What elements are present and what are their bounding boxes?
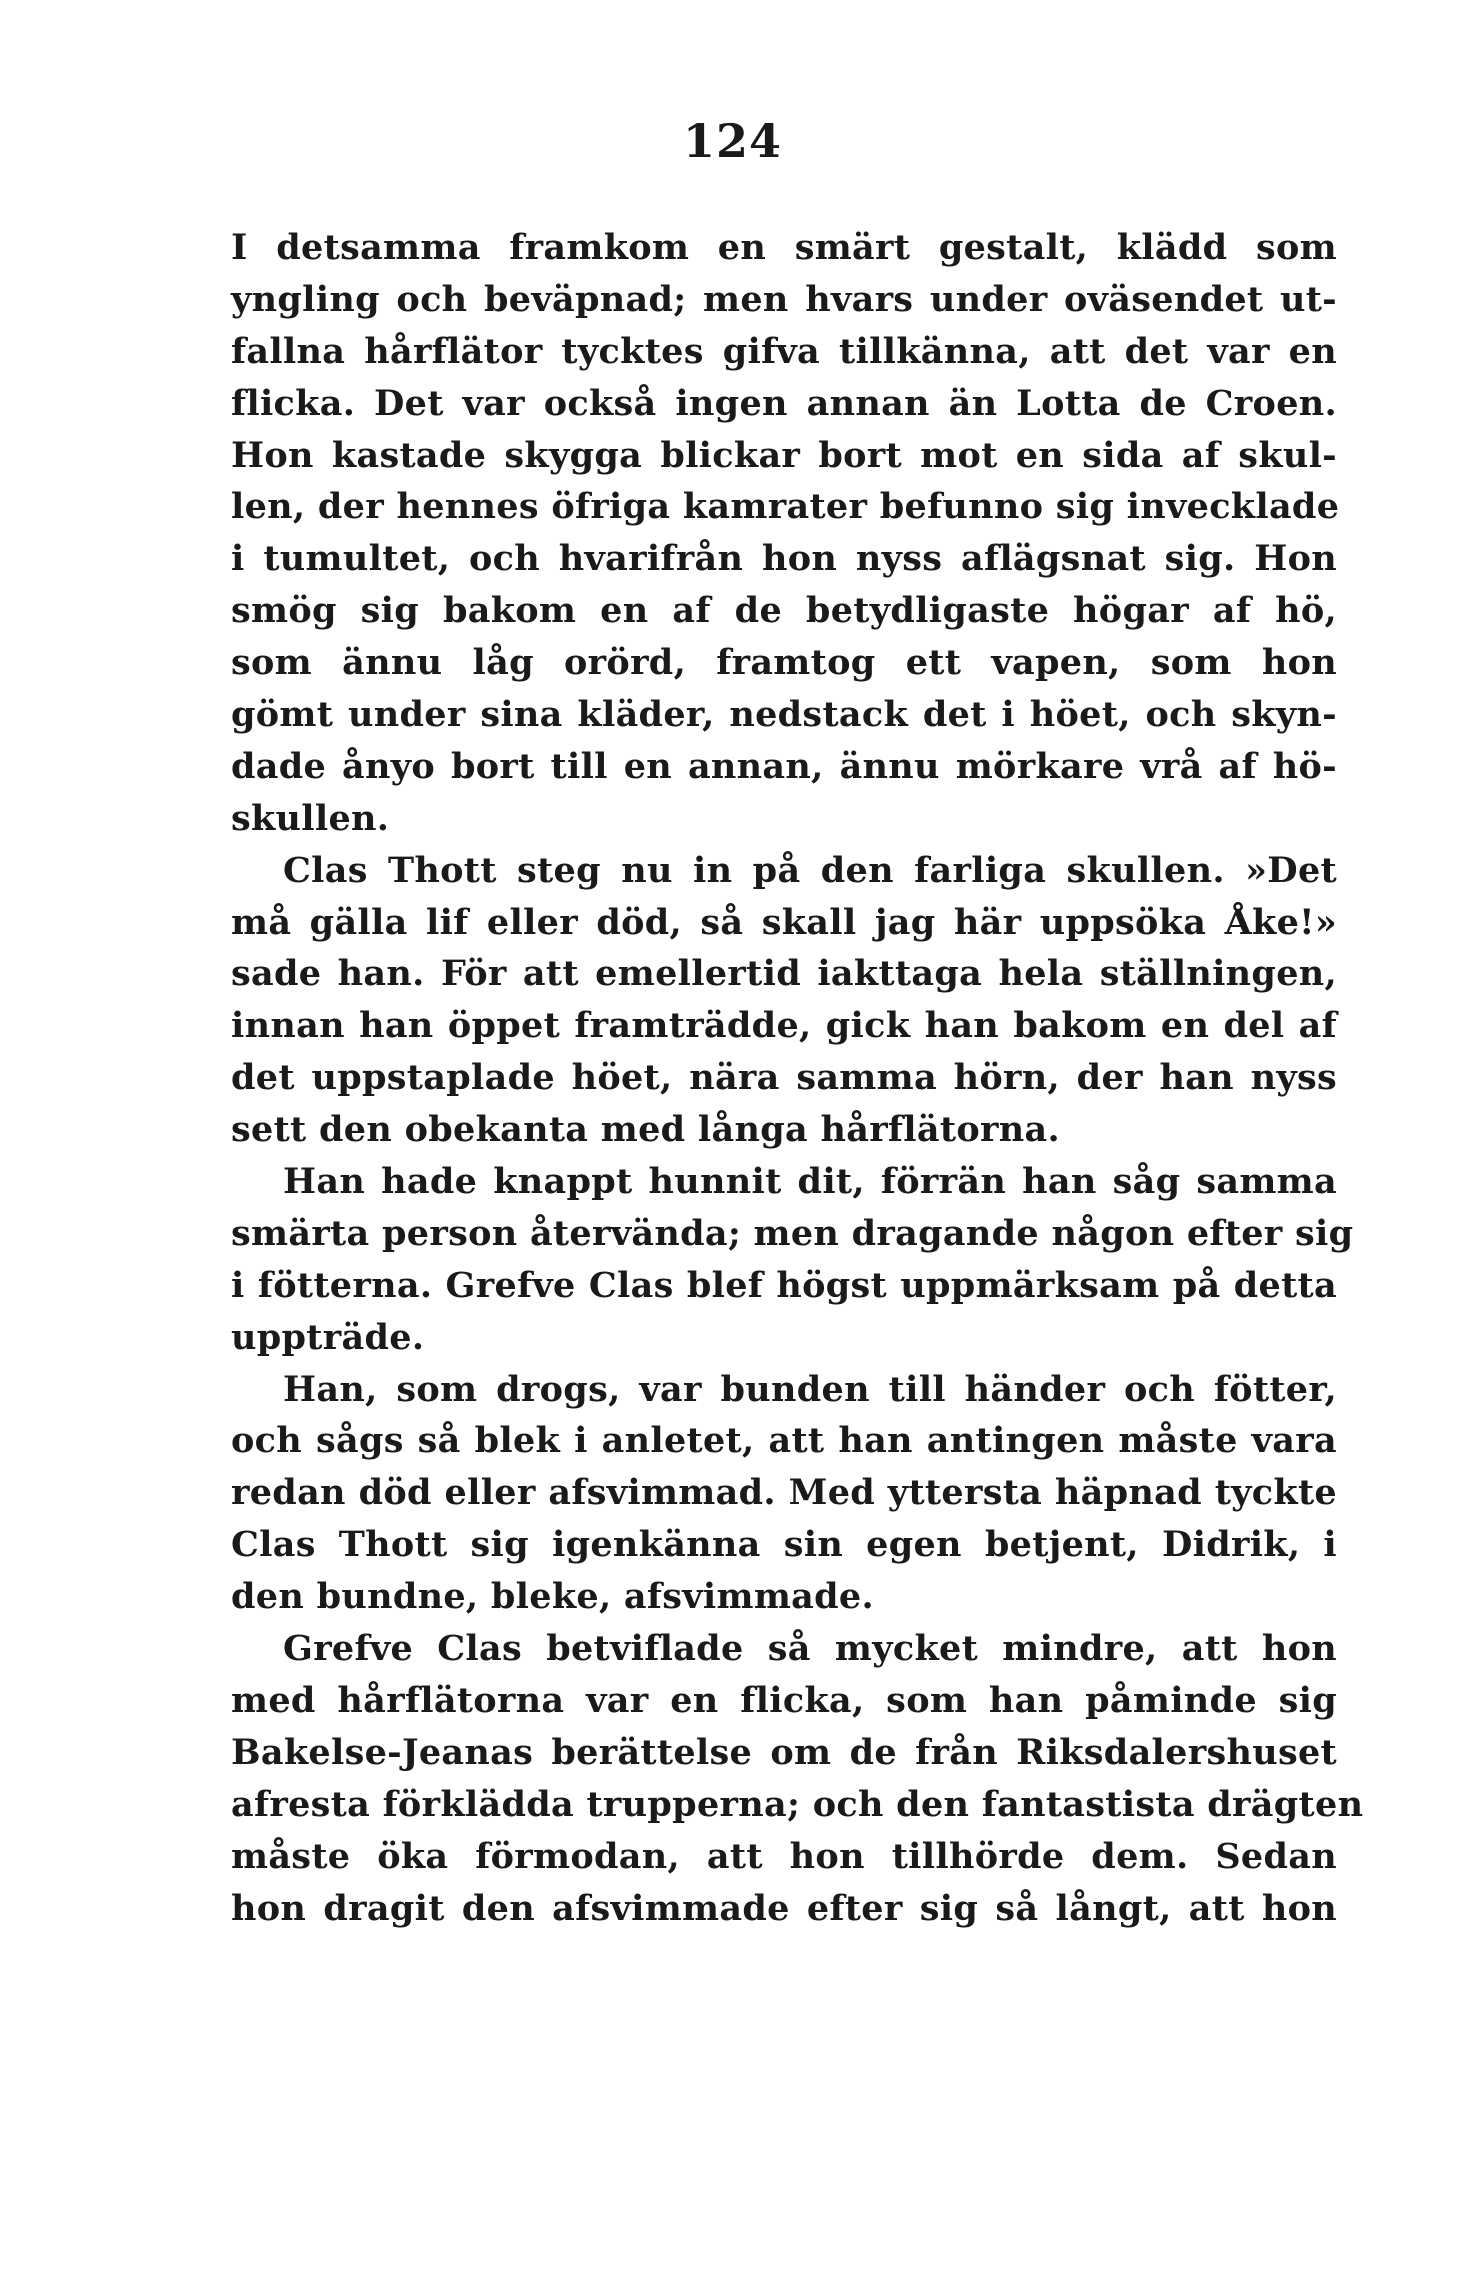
text-line: sade han. För att emellertid iakttaga hela ställningen,: [231, 953, 1337, 995]
text-line: med hårflätorna var en flicka, som han påminde sig: [231, 1679, 1337, 1721]
text-line: i tumultet, och hvarifrån hon nyss aflägsnat sig. Hon: [231, 538, 1337, 580]
text-line: I detsamma framkom en smärt gestalt, klädd som: [231, 227, 1337, 268]
text-line: må gälla lif eller död, så skall jag här uppsöka Åke!»: [231, 901, 1337, 943]
text-line: skullen.: [231, 797, 390, 839]
text-line: uppträde.: [231, 1316, 425, 1358]
text-line: smög sig bakom en af de betydligaste högar af hö,: [231, 590, 1337, 632]
text-line: Bakelse-Jeanas berättelse om de från Riksdalershuset: [231, 1731, 1337, 1773]
text-line: som ännu låg orörd, framtog ett vapen, som hon: [231, 642, 1337, 684]
text-line: Han, som drogs, var bunden till händer och fötter,: [283, 1368, 1337, 1410]
body-text: [231, 222, 1364, 1934]
text-line: yngling och beväpnad; men hvars under oväsendet ut-: [231, 278, 1337, 320]
text-line: hon dragit den afsvimmade efter sig så långt, att hon: [231, 1887, 1337, 1929]
text-line: sett den obekanta med långa hårflätorna.: [231, 1109, 1060, 1151]
text-line: den bundne, bleke, afsvimmade.: [231, 1576, 874, 1618]
text-line: Clas Thott steg nu in på den farliga skullen. »Det: [283, 849, 1337, 891]
text-line: dade ånyo bort till en annan, ännu mörkare vrå af hö-: [231, 745, 1337, 787]
text-line: måste öka förmodan, att hon tillhörde dem. Sedan: [231, 1835, 1337, 1877]
text-line: len, der hennes öfriga kamrater befunno sig invecklade: [231, 486, 1340, 528]
text-line: Grefve Clas betviflade så mycket mindre, att hon: [283, 1628, 1337, 1670]
text-line: flicka. Det var också ingen annan än Lotta de Croen.: [231, 382, 1337, 424]
text-line: Clas Thott sig igenkänna sin egen betjent, Didrik, i: [231, 1524, 1337, 1566]
text-line: fallna hårflätor tycktes gifva tillkänna, att det var en: [231, 330, 1337, 372]
text-line: gömt under sina kläder, nedstack det i höet, och skyn-: [231, 694, 1337, 736]
text-line: och sågs så blek i anletet, att han antingen måste vara: [231, 1420, 1337, 1462]
text-line: redan död eller afsvimmad. Med yttersta häpnad tyckte: [231, 1472, 1337, 1514]
text-line: Han hade knappt hunnit dit, förrän han såg samma: [283, 1161, 1337, 1203]
text-line: det uppstaplade höet, nära samma hörn, der han nyss: [231, 1057, 1337, 1099]
text-line: i fötterna. Grefve Clas blef högst uppmärksam på detta: [231, 1264, 1337, 1306]
text-line: afresta förklädda trupperna; och den fantastista drägten: [231, 1783, 1364, 1825]
text-line: innan han öppet framträdde, gick han bakom en del af: [231, 1005, 1337, 1047]
text-line: smärta person återvända; men dragande någon efter sig: [231, 1212, 1354, 1254]
text-line: Hon kastade skygga blickar bort mot en sida af skul-: [231, 434, 1337, 476]
page-number: 124: [682, 114, 783, 168]
